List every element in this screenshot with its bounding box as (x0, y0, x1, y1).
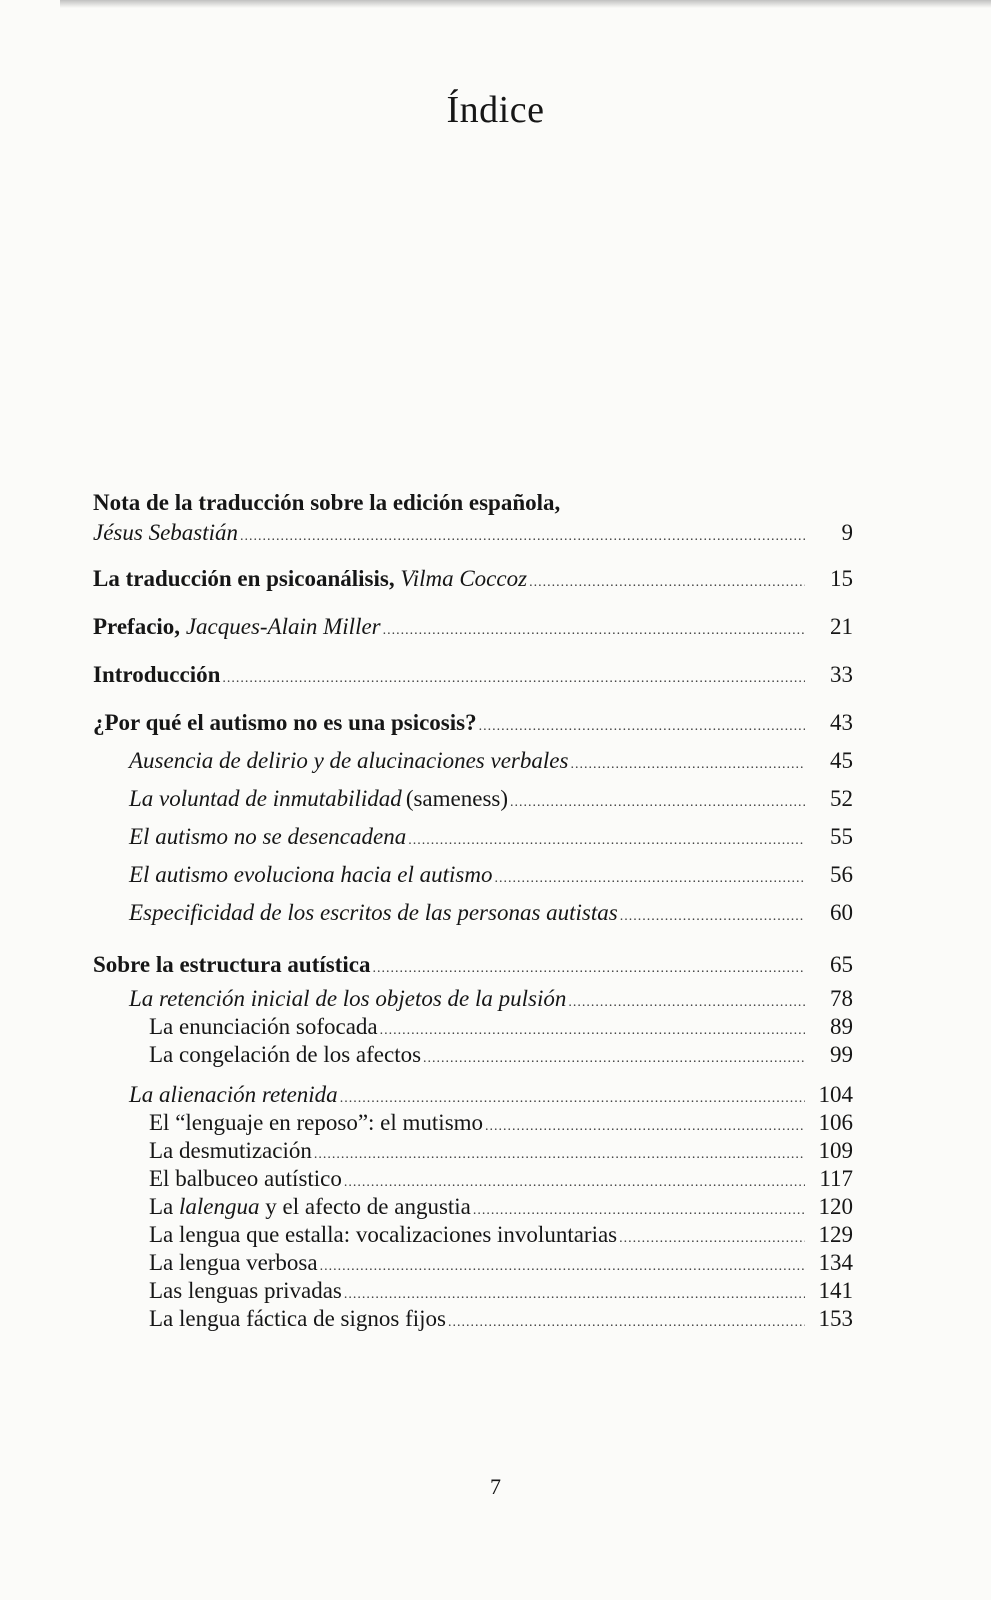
leader-dots (473, 1203, 805, 1219)
toc-entry-ausencia (93, 748, 853, 774)
toc-entry-title-post: y el afecto de angustia (265, 1194, 471, 1219)
toc-page-number: 15 (830, 566, 853, 591)
page-title: Índice (446, 89, 545, 131)
leader-dots (510, 795, 805, 811)
toc-entry-prefacio (93, 614, 853, 640)
toc-entry-desmutizacion (93, 1138, 853, 1164)
toc-entry-alienacion (93, 1082, 853, 1108)
toc-entry-introduccion (93, 662, 853, 688)
toc-entry-title: El balbuceo autístico (149, 1166, 342, 1191)
leader-dots (380, 1023, 805, 1039)
toc-page-number: 9 (841, 520, 853, 545)
toc-page-number: 56 (830, 862, 853, 887)
toc-entry-author: Jacques-Alain Miller (185, 614, 381, 639)
toc-page-number: 89 (830, 1014, 853, 1039)
toc-entry-title: La lengua fáctica de signos fijos (149, 1306, 446, 1331)
toc-entry-title: La voluntad de inmutabilidad (129, 786, 402, 811)
toc-entry-title: El autismo evoluciona hacia el autismo (129, 862, 493, 887)
leader-dots (485, 1119, 805, 1135)
toc-entry-title: Las lenguas privadas (149, 1278, 342, 1303)
toc-entry-lalengua (93, 1194, 853, 1220)
toc-entry-evoluciona (93, 862, 853, 888)
toc-page-number: 55 (830, 824, 853, 849)
toc-entry-estalla (93, 1222, 853, 1248)
toc-entry-author: Jésus Sebastián (93, 520, 239, 545)
toc-entry-title-italic: lalengua (179, 1194, 260, 1219)
leader-dots (479, 719, 805, 735)
toc-entry-title: Sobre la estructura autística (93, 952, 371, 977)
leader-dots (620, 909, 805, 925)
toc-page-number: 117 (819, 1166, 853, 1191)
toc-entry-balbuceo (93, 1166, 853, 1192)
leader-dots (240, 529, 805, 545)
toc-entry-title: Introducción (93, 662, 221, 687)
toc-page-number: 106 (818, 1110, 853, 1135)
toc-entry-title: El autismo no se desencadena (129, 824, 407, 849)
leader-dots (529, 575, 805, 591)
toc-entry-title: La congelación de los afectos (149, 1042, 422, 1067)
toc-page-number: 153 (818, 1306, 853, 1331)
table-of-contents (93, 488, 853, 1332)
leader-dots (320, 1259, 805, 1275)
toc-entry-factica (93, 1306, 853, 1332)
toc-entry-retencion (93, 986, 853, 1012)
toc-entry-title: Prefacio, (93, 614, 181, 639)
toc-page-number: 109 (818, 1138, 853, 1163)
leader-dots (314, 1147, 805, 1163)
toc-page-number: 141 (818, 1278, 853, 1303)
leader-dots (448, 1315, 805, 1331)
toc-entry-enunciacion (93, 1014, 853, 1040)
toc-page-number: 129 (818, 1222, 853, 1247)
toc-entry-privadas (93, 1278, 853, 1304)
toc-entry-title: La lengua verbosa (149, 1250, 318, 1275)
leader-dots (340, 1091, 805, 1107)
toc-entry-title: Especificidad de los escritos de las personas autistas (129, 900, 618, 925)
toc-entry-title: Nota de la traducción sobre la edición española, (93, 490, 561, 515)
toc-entry-title: La enunciación sofocada (149, 1014, 378, 1039)
toc-page-number: 21 (830, 614, 853, 639)
toc-entry-title: La desmutización (149, 1138, 312, 1163)
toc-entry-title: El “lenguaje en reposo”: el mutismo (149, 1110, 484, 1135)
toc-entry-author: Vilma Coccoz (400, 566, 528, 591)
toc-page-number: 60 (830, 900, 853, 925)
toc-entry-traduccion (93, 566, 853, 592)
toc-entry-title: La traducción en psicoanálisis, (93, 566, 395, 591)
leader-dots (222, 671, 805, 687)
toc-entry-mutismo (93, 1110, 853, 1136)
toc-entry-title: ¿Por qué el autismo no es una psicosis? (93, 710, 477, 735)
toc-entry-estructura (93, 952, 853, 978)
leader-dots (568, 995, 805, 1011)
toc-entry-title: La retención inicial de los objetos de la pulsión (129, 986, 567, 1011)
toc-entry-title: Ausencia de delirio y de alucinaciones verbales (129, 748, 569, 773)
toc-page-number: 104 (818, 1082, 853, 1107)
toc-entry-extra: (sameness) (405, 786, 508, 811)
leader-dots (619, 1231, 805, 1247)
toc-page-number: 33 (830, 662, 853, 687)
toc-entry-especificidad (93, 900, 853, 926)
page-number: 7 (490, 1474, 501, 1499)
toc-page-number: 45 (830, 748, 853, 773)
leader-dots (344, 1287, 805, 1303)
toc-page-number: 120 (818, 1194, 853, 1219)
toc-entry-title: La alienación retenida (129, 1082, 338, 1107)
toc-entry-title: La lengua que estalla: vocalizaciones involuntarias (149, 1222, 618, 1247)
leader-dots (372, 961, 805, 977)
toc-entry-voluntad (93, 786, 853, 812)
toc-page-number: 78 (830, 986, 853, 1011)
toc-page-number: 99 (830, 1042, 853, 1067)
toc-entry-nota (93, 488, 853, 546)
leader-dots (408, 833, 805, 849)
leader-dots (423, 1051, 805, 1067)
leader-dots (494, 871, 805, 887)
leader-dots (344, 1175, 805, 1191)
toc-page-number: 65 (830, 952, 853, 977)
toc-entry-desencadena (93, 824, 853, 850)
toc-entry-congelacion (93, 1042, 853, 1068)
leader-dots (570, 757, 805, 773)
toc-page-number: 134 (818, 1250, 853, 1275)
toc-entry-verbosa (93, 1250, 853, 1276)
toc-page-number: 52 (830, 786, 853, 811)
scan-edge (60, 0, 991, 8)
toc-page-number: 43 (830, 710, 853, 735)
leader-dots (383, 623, 805, 639)
toc-entry-title-pre: La (149, 1194, 174, 1219)
toc-entry-psicosis (93, 710, 853, 736)
